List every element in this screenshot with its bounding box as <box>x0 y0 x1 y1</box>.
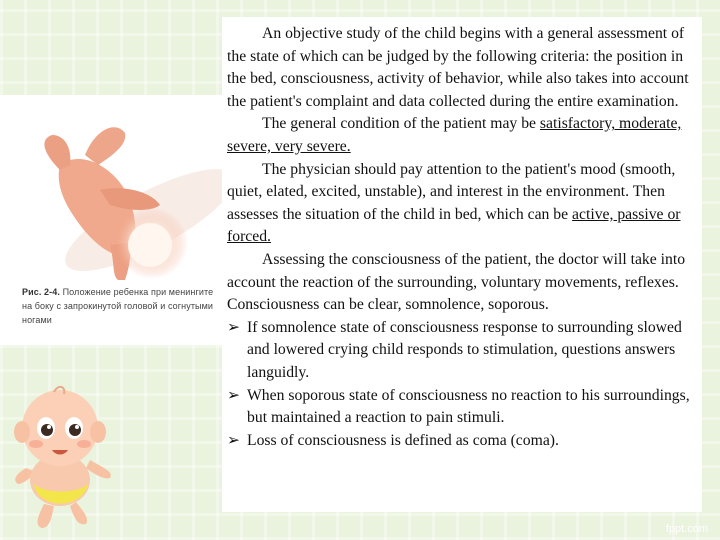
figure-caption <box>22 285 218 327</box>
figure-panel <box>0 95 222 345</box>
general-condition-levels: satisfactory, moderate, severe, very severe. <box>227 115 682 155</box>
paragraph-general-assessment: An objective study of the child begins with a general assessment of the state of which can be judged by the following criteria: the position in the bed, consciousness, activity of behavior, while also takes into account the patient's complaint and data collected during the entire examination. <box>227 25 689 110</box>
paragraph-general-condition <box>227 113 696 158</box>
bullet-text: When soporous state of consciousness no reaction to his surroundings, but maintained a reaction to pain stimuli. <box>247 386 690 427</box>
paragraph-mood-position <box>227 159 696 249</box>
site-watermark: fppt.com <box>665 523 708 535</box>
baby-illustration <box>8 380 128 530</box>
caption-text: Положение ребенка при менингите на боку с запрокинутой головой и согнутыми ногами <box>22 287 214 325</box>
general-condition-text: The general condition of the patient may be <box>262 115 540 133</box>
bullet-text: If somnolence state of consciousness response to surrounding slowed and lowered crying child responds to stimulation, questions answers languidly. <box>247 318 682 381</box>
caption-label: Рис. 2-4. <box>22 287 60 297</box>
mood-position-text: The physician should pay attention to the patient's mood (smooth, quiet, elated, excited, unstable), and interest in the environment. Then assesses the situation of the child in bed, which can be <box>227 160 676 223</box>
bullet-text: Loss of consciousness is defined as coma (coma). <box>247 431 559 449</box>
bullet-somnolence <box>227 317 696 385</box>
text-panel <box>222 17 702 512</box>
bullet-coma <box>227 430 696 453</box>
paragraph-consciousness: Assessing the consciousness of the patient, the doctor will take into account the reaction of the surrounding, voluntary movements, reflexes. Consciousness can be clear, somnolence, soporous. <box>227 250 686 314</box>
position-types: active, passive or forced. <box>227 205 681 246</box>
arrow-bullet-icon: ➢ <box>227 386 241 404</box>
arrow-bullet-icon: ➢ <box>227 318 241 336</box>
arrow-bullet-icon: ➢ <box>227 431 241 449</box>
infant-photo <box>0 95 222 280</box>
bullet-soporous <box>227 385 696 430</box>
